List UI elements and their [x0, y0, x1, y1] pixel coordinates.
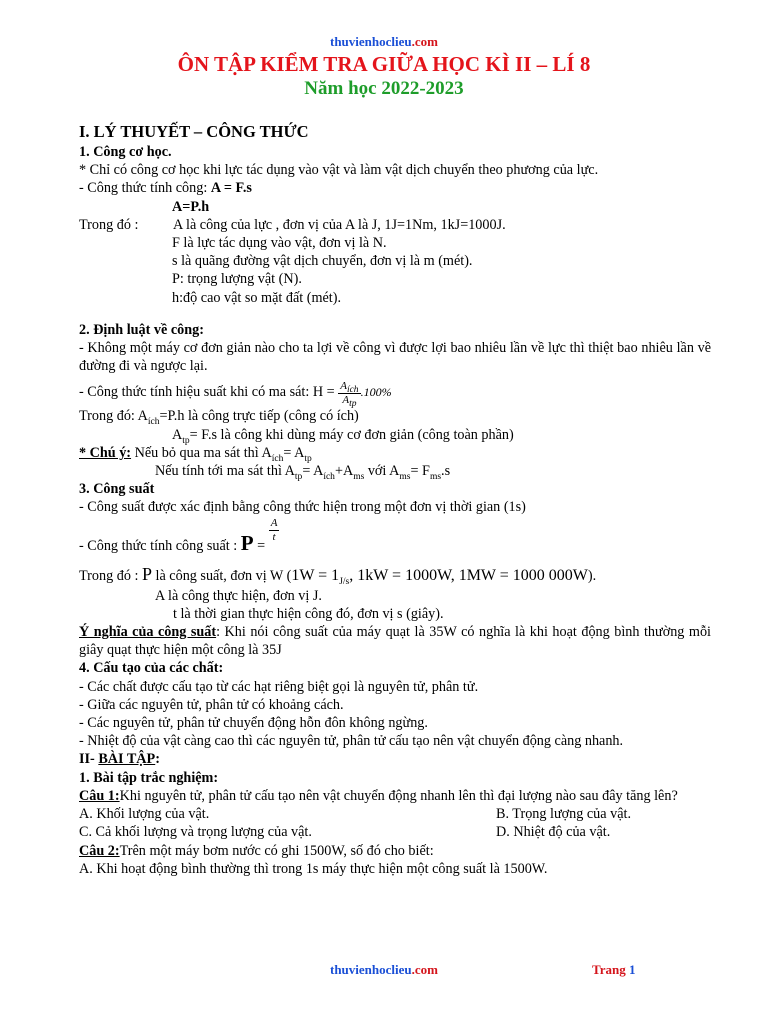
- efficiency-denominator: $A_{tp}$: [342, 393, 357, 409]
- work-def-h: h:độ cao vật so mặt đất (mét).: [172, 289, 342, 306]
- section2-heading: II- BÀI TẬP:: [79, 751, 160, 768]
- power-meaning-label: Ý nghĩa của công suất: [79, 624, 217, 641]
- question-1-text: Khi nguyên tử, phân tử cấu tạo nên vật chuyển động nhanh lên thì đại lượng nào sau đây tăng lên?: [119, 787, 678, 804]
- cong-co-hoc-intro: * Chỉ có công cơ học khi lực tác dụng vào vật và làm vật dịch chuyển theo phương của lực.: [79, 162, 599, 179]
- question-2-option-a: A. Khi hoạt động bình thường thì trong 1s máy thực hiện một công suất là 1500W.: [79, 860, 548, 877]
- header-site-link[interactable]: [0, 34, 768, 50]
- header-site-name: thuvienhoclieu: [330, 34, 412, 49]
- cong-co-hoc-heading: 1. Công cơ học.: [79, 144, 172, 160]
- power-fraction: $\frac{A}{t}$: [270, 516, 278, 543]
- power-symbol: P: [240, 530, 254, 555]
- efficiency-prefix: - Công thức tính hiệu suất khi có ma sát: H =: [79, 384, 339, 401]
- aich-def-line: Trong đó: $A_{ích}=P.h$ là công trực tiếp (công có ích): [79, 408, 359, 428]
- dinh-luat-where-label: Trong đó:: [79, 408, 138, 425]
- work-def-s: s là quãng đường vật dịch chuyển, đơn vị là m (mét).: [172, 253, 473, 270]
- spacer: [79, 307, 711, 321]
- power-formula-prefix: - Công thức tính công suất :: [79, 537, 241, 554]
- footer-site-link[interactable]: thuvienhoclieu.com: [330, 962, 438, 977]
- work-def-f: F là lực tác dụng vào vật, đơn vị là N.: [172, 235, 387, 252]
- efficiency-fraction: [338, 380, 360, 407]
- cau-tao-item-3: - Các nguyên tử, phân tử chuyển động hỗn đôn không ngừng.: [79, 715, 428, 732]
- atp-def-line: $A_{tp}= F.s$ là công khi dùng máy cơ đơn giản (công toàn phần): [172, 426, 514, 446]
- cau-tao-heading: 4. Cấu tạo của các chất:: [79, 660, 224, 677]
- dinh-luat-text: - Không một máy cơ đơn giản nào cho ta lợi về công vì được lợi bao nhiêu lần về lực thì thiệt bao nhiêu lần về đường đi và ngược lại.: [79, 340, 711, 375]
- question-1-label: Câu 1:: [79, 787, 120, 804]
- document-body: [79, 121, 711, 878]
- section1-heading: I. LÝ THUYẾT – CÔNG THỨC: [79, 122, 309, 141]
- cong-suat-def: - Công suất được xác định bằng công thức hiện trong một đơn vị thời gian (1s): [79, 499, 526, 516]
- cau-tao-item-1: - Các chất được cấu tạo từ các hạt riêng biệt gọi là nguyên tử, phân tử.: [79, 678, 479, 695]
- option-c: C. Cả khối lượng và trọng lượng của vật.: [79, 824, 312, 841]
- power-def-t: t là thời gian thực hiện công đó, đơn vị s (giây).: [173, 605, 444, 622]
- document-title: ÔN TẬP KIỂM TRA GIỮA HỌC KÌ II – LÍ 8: [177, 52, 591, 76]
- option-b: B. Trọng lượng của vật.: [496, 806, 632, 823]
- dinh-luat-heading: 2. Định luật về công:: [79, 321, 204, 338]
- question-2-label: Câu 2:: [79, 842, 120, 859]
- footer: [0, 962, 768, 982]
- power-where-line: Trong đó : P là công suất, đơn vị W ($1W = 1_{J/s}$, 1kW = 1000W, 1MW = 1000 000W).: [79, 563, 597, 587]
- aich-def: =P.h là công trực tiếp (công có ích): [159, 408, 359, 425]
- option-a: A. Khối lượng của vật.: [79, 806, 210, 823]
- work-formula-prefix: - Công thức tính công:: [79, 180, 211, 197]
- power-meaning: Ý nghĩa của công suất: Khi nói công suất của máy quạt là 35W có nghĩa là khi hoạt động bình thường mỗi giây quạt thực hiện một công là 35J: [79, 624, 711, 659]
- work-formula-line: [79, 179, 711, 197]
- note-line-1: * Chú ý: Nếu bỏ qua ma sát thì $A_{ích}= A_{tp}$: [79, 444, 312, 464]
- cau-tao-item-2: - Giữa các nguyên tử, phân tử có khoảng cách.: [79, 696, 344, 713]
- section2-subheading: 1. Bài tập trắc nghiệm:: [79, 769, 219, 786]
- work-formula-2: A=P.h: [172, 198, 210, 215]
- work-where-label: Trong đó :: [79, 216, 139, 233]
- option-d: D. Nhiệt độ của vật.: [496, 824, 611, 841]
- efficiency-suffix: .100%: [360, 385, 392, 400]
- power-def-a: A là công thực hiện, đơn vị J.: [155, 587, 322, 604]
- atp-def: = F.s là công khi dùng máy cơ đơn giản (công toàn phần): [189, 426, 514, 443]
- question-2: [79, 842, 711, 860]
- efficiency-numerator: $A_{ích}$: [340, 379, 359, 395]
- efficiency-formula-line: [79, 377, 711, 407]
- question-1-options-row-1: [79, 805, 711, 823]
- work-def-p: P: trọng lượng vật (N).: [172, 271, 302, 288]
- page-number: Trang 1: [592, 962, 636, 977]
- work-formula-1: A = F.s: [210, 180, 252, 197]
- question-2-text: Trên một máy bơm nước có ghi 1500W, số đó cho biết:: [119, 842, 434, 859]
- note-line-2: Nếu tính tới ma sát thì $A_{tp}= A_{ích}+A_{ms}$ với $A_{ms}= F_{ms}.s$: [155, 463, 451, 482]
- note-label: * Chú ý:: [79, 444, 132, 461]
- question-1-options-row-2: [79, 823, 711, 841]
- document-subtitle: Năm học 2022-2023: [304, 78, 464, 99]
- header-site-tld: .com: [411, 34, 438, 49]
- work-def-a-line: [79, 216, 711, 234]
- cong-suat-heading: 3. Công suất: [79, 481, 155, 498]
- question-1: [79, 787, 711, 805]
- work-def-a: A là công của lực , đơn vị của A là J, 1J=1Nm, 1kJ=1000J.: [173, 216, 506, 233]
- cau-tao-item-4: - Nhiệt độ của vật càng cao thì các nguyên tử, phân tử cấu tạo nên vật chuyển động càng nhanh.: [79, 733, 624, 750]
- power-formula-line: - Công thức tính công suất : P = $\frac{A}{t}$: [79, 516, 278, 555]
